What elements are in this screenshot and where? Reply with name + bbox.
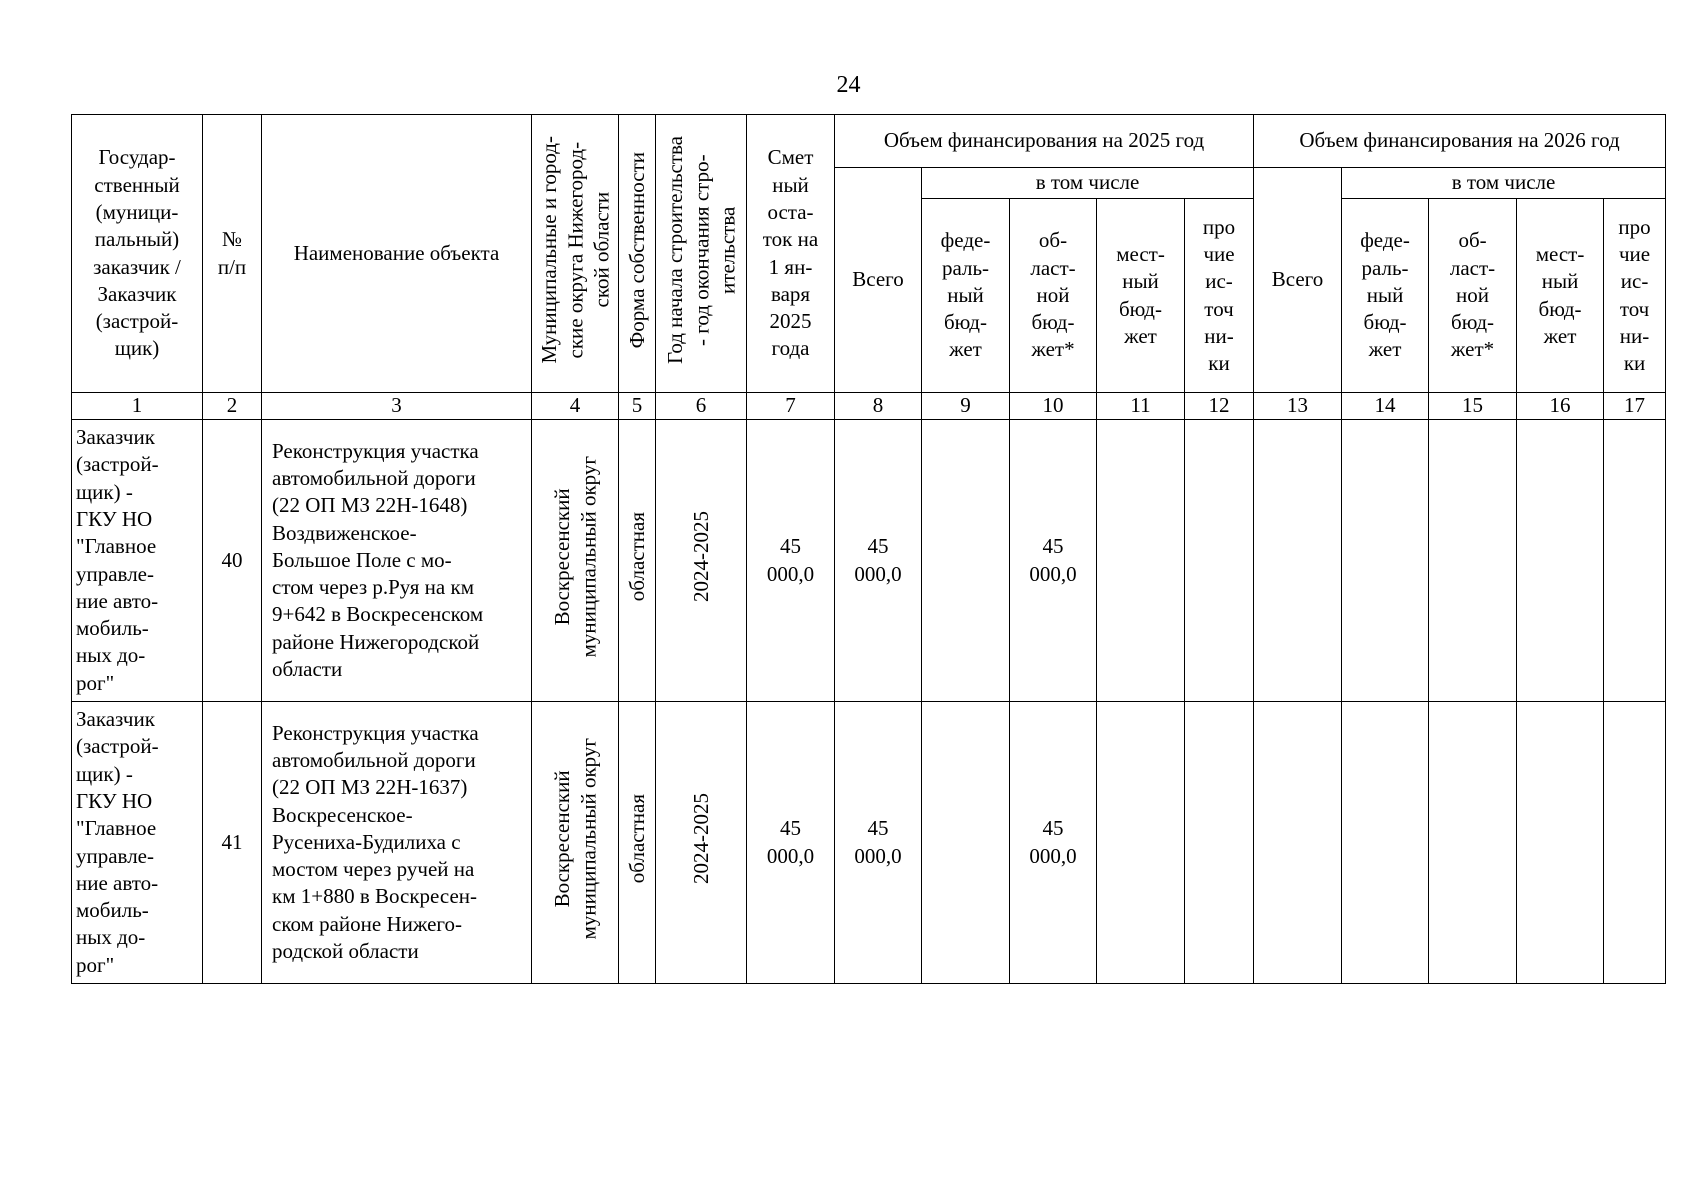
header-funding-2026: Объем финансирования на 2026 год: [1254, 115, 1666, 168]
object-name-cell: Реконструкция участка автомобильной дороги (22 ОП МЗ 22Н-1637) Воскресенское- Русениха-Будилиха с мостом через ручей на км 1+880 в Воскресен- ском районе Нижего- родской области: [262, 702, 532, 984]
header-customer: Государ- ственный (муници- пальный) заказчик / Заказчик (застрой- щик): [72, 115, 203, 393]
column-number: 14: [1342, 393, 1429, 420]
local-2026-cell: [1517, 702, 1604, 984]
other-2026-cell: [1604, 702, 1666, 984]
column-number: 2: [203, 393, 262, 420]
header-local-2025: мест- ный бюд- жет: [1097, 199, 1185, 393]
other-2026-cell: [1604, 420, 1666, 702]
column-number: 13: [1254, 393, 1342, 420]
header-years-cell: [656, 115, 747, 393]
municipality-text: Воскресенский муниципальный округ: [549, 738, 600, 940]
local-2025-cell: [1097, 702, 1185, 984]
table-row: [72, 702, 1666, 984]
municipality-text: Воскресенский муниципальный округ: [549, 456, 600, 658]
header-federal-2026: феде- раль- ный бюд- жет: [1342, 199, 1429, 393]
header-municipality-cell: [532, 115, 619, 393]
header-number: № п/п: [203, 115, 262, 393]
table-row: [72, 420, 1666, 702]
federal-2025-cell: [922, 702, 1010, 984]
years-cell: [656, 702, 747, 984]
header-regional-2025: об- ласт- ной бюд- жет*: [1010, 199, 1097, 393]
column-number: 5: [619, 393, 656, 420]
column-number: 17: [1604, 393, 1666, 420]
column-number: 1: [72, 393, 203, 420]
regional-2025-cell: 45 000,0: [1010, 420, 1097, 702]
page-number: 24: [836, 72, 861, 98]
municipality-cell: [532, 420, 619, 702]
years-text: 2024-2025: [688, 793, 713, 885]
total-2026-cell: [1254, 420, 1342, 702]
local-2025-cell: [1097, 420, 1185, 702]
ownership-text: областная: [624, 794, 649, 884]
header-funding-2025: Объем финансирования на 2025 год: [835, 115, 1254, 168]
number-cell: 40: [203, 420, 262, 702]
customer-cell: Заказчик (застрой- щик) - ГКУ НО "Главное управле- ние авто- мобиль- ных до- рог": [72, 420, 203, 702]
federal-2026-cell: [1342, 420, 1429, 702]
years-text: 2024-2025: [688, 511, 713, 603]
column-number: 4: [532, 393, 619, 420]
header-other-2025: про чие ис- точ ни- ки: [1185, 199, 1254, 393]
object-name-cell: Реконструкция участка автомобильной дороги (22 ОП МЗ 22Н-1648) Воздвиженское- Большое Поле с мо- стом через р.Руя на км 9+642 в Воскресенском районе Нижегородской области: [262, 420, 532, 702]
column-number: 11: [1097, 393, 1185, 420]
estimate-balance-cell: 45 000,0: [747, 420, 835, 702]
header-local-2026: мест- ный бюд- жет: [1517, 199, 1604, 393]
header-including-2025: в том числе: [922, 168, 1254, 199]
number-cell: 41: [203, 702, 262, 984]
ownership-cell: [619, 702, 656, 984]
regional-2026-cell: [1429, 702, 1517, 984]
estimate-balance-cell: 45 000,0: [747, 702, 835, 984]
other-2025-cell: [1185, 702, 1254, 984]
other-2025-cell: [1185, 420, 1254, 702]
column-number: 16: [1517, 393, 1604, 420]
regional-2025-cell: 45 000,0: [1010, 702, 1097, 984]
header-estimate-balance: Смет ный оста- ток на 1 ян- варя 2025 года: [747, 115, 835, 393]
federal-2026-cell: [1342, 702, 1429, 984]
header-total-2026: Всего: [1254, 168, 1342, 393]
years-cell: [656, 420, 747, 702]
column-number: 8: [835, 393, 922, 420]
total-2026-cell: [1254, 702, 1342, 984]
column-number: 10: [1010, 393, 1097, 420]
header-total-2025: Всего: [835, 168, 922, 393]
header-ownership: Форма собственности: [624, 151, 649, 349]
column-number: 12: [1185, 393, 1254, 420]
header-ownership-cell: [619, 115, 656, 393]
municipality-cell: [532, 702, 619, 984]
regional-2026-cell: [1429, 420, 1517, 702]
column-number: 7: [747, 393, 835, 420]
header-municipality: Муниципальные и город- ские округа Нижегород- ской области: [536, 136, 614, 364]
header-years: Год начала строительства - год окончания стро- ительства: [662, 135, 740, 364]
header-object-name: Наименование объекта: [262, 115, 532, 393]
ownership-cell: [619, 420, 656, 702]
header-other-2026: про чие ис- точ ни- ки: [1604, 199, 1666, 393]
federal-2025-cell: [922, 420, 1010, 702]
column-number-row: [72, 393, 1666, 420]
header-regional-2026: об- ласт- ной бюд- жет*: [1429, 199, 1517, 393]
ownership-text: областная: [624, 512, 649, 602]
column-number: 9: [922, 393, 1010, 420]
header-row-1: [72, 115, 1666, 168]
column-number: 6: [656, 393, 747, 420]
total-2025-cell: 45 000,0: [835, 702, 922, 984]
total-2025-cell: 45 000,0: [835, 420, 922, 702]
customer-cell: Заказчик (застрой- щик) - ГКУ НО "Главное управле- ние авто- мобиль- ных до- рог": [72, 702, 203, 984]
funding-table: [71, 114, 1666, 984]
local-2026-cell: [1517, 420, 1604, 702]
header-federal-2025: феде- раль- ный бюд- жет: [922, 199, 1010, 393]
header-including-2026: в том числе: [1342, 168, 1666, 199]
column-number: 3: [262, 393, 532, 420]
column-number: 15: [1429, 393, 1517, 420]
